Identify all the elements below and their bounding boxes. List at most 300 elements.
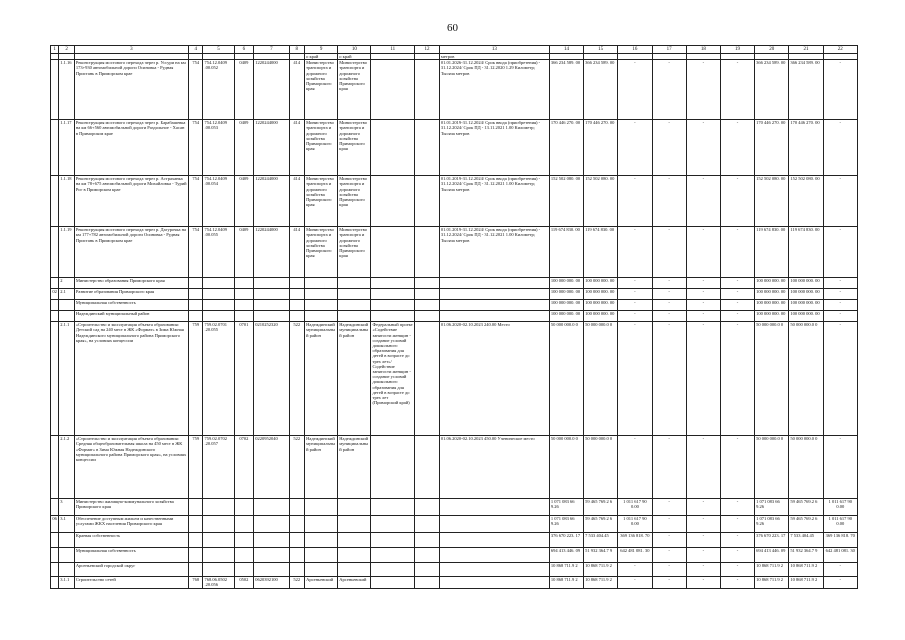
table-cell: 152 502 080. 00 [755,176,789,227]
table-cell: 01.01.2019-31.12.2024/ Срок ввода (приобретения) - 31.12.2024/ Срок ПД - 31.12.2021 1.00 Километр; Тысяча метров [439,176,549,227]
table-cell: 366 234 589. 00 [584,60,618,120]
table-cell: 50 000 000.0 0 [549,322,583,436]
table-cell: Министерство транспорта и дорожного хозяйства Приморского края [305,176,338,227]
table-cell [188,289,203,300]
table-cell [289,278,305,289]
table-cell [254,289,289,300]
table-cell: - [652,311,686,322]
table-cell: 1220244000 [254,60,289,120]
table-cell [51,176,59,227]
table-cell [305,289,338,300]
table-cell [254,278,289,289]
table-cell: 694 413 446. 09 [755,548,789,563]
table-cell: «Строительство и эксплуатация объекта образования: Средняя общеобразовательная школа на 450 мест в ЖК «Формат» в Зима Южная Надеждинского муниципального района Приморского края», на условиях концессии [74,436,188,499]
table-cell: 100 000 000. 00 [584,278,618,289]
table-cell: - [652,533,686,548]
table-cell: - [720,120,754,176]
table-cell: 119 674 830. 00 [789,227,823,278]
table-cell [59,548,75,563]
table-row [51,300,858,311]
table-row [51,548,858,563]
table-cell: 6 [234,46,254,54]
table-cell: - [686,60,720,120]
table-cell: Муниципальная собственность [74,548,188,563]
table-cell [415,577,440,589]
table-cell [51,533,59,548]
table-cell [51,300,59,311]
table-cell: - [618,322,652,436]
table-cell [59,563,75,577]
table-cell: - [720,60,754,120]
table-cell: 10 868 711.9 2 [549,577,583,589]
table-cell: Муниципальная собственность [74,300,188,311]
table-cell: - [686,516,720,533]
table-cell: - [686,120,720,176]
table-cell: 100 000 000. 00 [755,300,789,311]
table-cell [289,548,305,563]
table-cell [371,436,415,499]
table-cell: - [823,311,857,322]
table-cell: 100 000 000. 00 [549,300,583,311]
table-cell: - [720,436,754,499]
table-cell: 369 136 818. 70 [618,533,652,548]
table-cell [439,516,549,533]
table-cell: 754.12.0409 .00.055 [203,227,234,278]
table-cell: 522 [289,322,305,436]
table-cell: - [618,120,652,176]
table-cell: - [652,322,686,436]
table-cell [415,548,440,563]
table-cell: 19 [720,46,754,54]
table-cell [234,533,254,548]
table-cell: - [652,548,686,563]
table-cell: - [686,176,720,227]
table-cell [439,577,549,589]
table-cell: Реконструкция мостового перехода через р. Барабашевка на км 66+560 автомобильной дороги Раздольное - Хасан в Приморском крае [74,120,188,176]
table-cell [51,120,59,176]
table-cell [371,516,415,533]
table-cell: 50 000 000.0 0 [584,322,618,436]
table-cell: - [618,176,652,227]
table-cell: 414 [289,227,305,278]
table-cell: - [652,436,686,499]
table-cell: 1 011 617 90 0.00 [618,499,652,516]
table-cell [254,499,289,516]
table-cell: Арсеньевский [305,577,338,589]
table-cell: - [652,563,686,577]
table-cell [338,563,371,577]
table-row [51,176,858,227]
table-cell: 5 [203,46,234,54]
table-cell: о край [305,54,338,60]
table-cell: 170 446 270. 00 [789,120,823,176]
table-cell: 376 670 223. 17 [755,533,789,548]
table-cell: 7 533 404.45 [789,533,823,548]
table-cell: - [618,577,652,589]
table-cell [203,533,234,548]
table-cell: Министерство транспорта и дорожного хозяйства Приморского края [305,120,338,176]
table-cell: 100 000 000. 00 [549,289,583,300]
table-cell: 170 446 270. 00 [755,120,789,176]
table-cell: - [720,176,754,227]
table-cell [305,548,338,563]
table-cell: 119 674 830. 00 [755,227,789,278]
table-cell: 1 011 617 90 0.00 [823,516,857,533]
table-cell: 152 502 080. 00 [789,176,823,227]
table-cell: 366 234 589. 00 [549,60,583,120]
table-cell: Министерство транспорта и дорожного хозяйства Приморского края [338,120,371,176]
table-cell: 1.1.18 [59,176,75,227]
table-cell: - [720,300,754,311]
table-cell: - [823,278,857,289]
table-cell: 100 000 000. 00 [789,289,823,300]
table-cell: 754 [188,227,203,278]
table-cell: 759.02.0702 .20.057 [203,436,234,499]
table-cell: 170 446 270. 00 [584,120,618,176]
table-cell: 1.1.16 [59,60,75,120]
table-cell: 1220244000 [254,176,289,227]
table-cell: 50 000 000.0 0 [549,436,583,499]
table-cell [415,563,440,577]
table-cell: 170 446 270. 00 [549,120,583,176]
table-cell [338,289,371,300]
table-cell: Министерство образования Приморского края [74,278,188,289]
table-cell [305,516,338,533]
table-cell: 0701 [234,322,254,436]
table-cell: 376 670 223. 17 [549,533,583,548]
table-cell: 50 000 000.0 0 [789,322,823,436]
table-cell: 10 868 711.9 2 [584,563,618,577]
table-cell: Краевая собственность [74,533,188,548]
table-cell: - [618,60,652,120]
table-cell: - [720,563,754,577]
table-cell: - [720,289,754,300]
table-cell [415,499,440,516]
table-cell: - [686,436,720,499]
table-cell [188,563,203,577]
table-cell [203,563,234,577]
table-cell: 11 [371,46,415,54]
table-cell: - [686,322,720,436]
table-cell: 768 [188,577,203,589]
table-cell: 754 [188,176,203,227]
table-cell: Министерство транспорта и дорожного хозяйства Приморского края [338,176,371,227]
table-cell: 0702 [234,436,254,499]
table-cell: 100 000 000. 00 [584,300,618,311]
table-cell [254,311,289,322]
table-cell: - [823,300,857,311]
table-cell: 100 000 000. 00 [789,300,823,311]
table-cell: - [720,311,754,322]
table-cell: - [652,227,686,278]
budget-table [50,45,858,589]
table-cell [371,548,415,563]
table-cell: 01.06.2020-02.10.2023 240.00 Место [439,322,549,436]
table-cell: 59 465 769.2 6 [789,499,823,516]
table-cell: Надеждинский муниципальный район [338,436,371,499]
table-cell [415,227,440,278]
table-cell: 1 [51,46,59,54]
table-cell: - [823,60,857,120]
table-cell [51,278,59,289]
table-cell [371,120,415,176]
table-cell: 100 000 000. 00 [549,278,583,289]
table-row [51,311,858,322]
table-cell [188,533,203,548]
table-cell [188,516,203,533]
table-cell: - [686,533,720,548]
table-cell [439,278,549,289]
table-cell: Министерство транспорта и дорожного хозяйства Приморского края [338,60,371,120]
table-cell: 01.01.2019-31.12.2024/ Срок ввода (приобретения) - 31.12.2024/ Срок ПД - 13.11.2021 1.00 Километр; Тысяча метров [439,120,549,176]
table-cell: 10 868 711.9 2 [789,577,823,589]
table-cell: Министерство транспорта и дорожного хозяйства Приморского края [338,227,371,278]
table-cell: 2.1.1 [59,322,75,436]
table-cell [234,311,254,322]
table-cell [188,300,203,311]
table-cell [439,533,549,548]
table-cell [289,499,305,516]
table-cell: 50 000 000.0 0 [584,436,618,499]
table-cell [188,499,203,516]
table-cell: - [720,533,754,548]
table-cell: 759 [188,322,203,436]
table-cell: 20 [755,46,789,54]
table-cell: - [823,322,857,436]
table-cell: - [686,577,720,589]
table-cell [305,311,338,322]
table-cell: 100 000 000. 00 [755,289,789,300]
table-cell: 18 [686,46,720,54]
table-cell [371,311,415,322]
table-cell: 17 [652,46,686,54]
table-cell: - [652,516,686,533]
table-cell [305,533,338,548]
table-cell: 0409 [234,227,254,278]
table-cell: 15 [584,46,618,54]
table-cell: 100 000 000. 00 [549,311,583,322]
table-cell: 414 [289,120,305,176]
table-cell: - [686,227,720,278]
table-cell [371,176,415,227]
table-cell: 50 000 000.0 0 [755,436,789,499]
table-cell: 50 000 000.0 0 [755,322,789,436]
table-cell: - [823,289,857,300]
table-cell: Реконструкция мостового перехода через р. Уссури на км 173+930 автомобильной дороги Осиновка - Рудная Пристань в Приморском крае [74,60,188,120]
table-cell: 10 868 711.9 2 [755,577,789,589]
table-cell [234,289,254,300]
table-cell: 0409 [234,176,254,227]
table-row [51,120,858,176]
table-cell: 8 [289,46,305,54]
table-cell: 414 [289,176,305,227]
table-cell: - [686,311,720,322]
table-cell [371,499,415,516]
table-cell: 14 [549,46,583,54]
table-cell [51,548,59,563]
table-cell [371,563,415,577]
table-cell: 01.06.2020-02.10.2023 450.00 Ученическое место [439,436,549,499]
table-cell: 3 [59,499,75,516]
table-cell: 152 502 080. 00 [584,176,618,227]
table-cell [254,533,289,548]
table-cell [289,516,305,533]
table-cell [338,516,371,533]
table-cell: 10 [338,46,371,54]
table-cell: 754 [188,60,203,120]
table-cell [51,227,59,278]
table-cell: 754.12.0409 .00.052 [203,60,234,120]
table-cell: 13 [439,46,549,54]
table-cell [51,60,59,120]
table-cell: - [652,577,686,589]
table-cell [51,311,59,322]
table-cell: 59 465 769.2 6 [789,516,823,533]
table-cell: - [652,300,686,311]
table-cell: - [720,499,754,516]
table-cell: 414 [289,60,305,120]
table-cell [254,516,289,533]
table-cell: 1220244000 [254,227,289,278]
table-cell [415,300,440,311]
table-cell: - [618,563,652,577]
table-cell: - [823,577,857,589]
table-cell: 50 000 000.0 0 [789,436,823,499]
table-cell [289,563,305,577]
table-cell [203,499,234,516]
table-cell: 3.1 [59,516,75,533]
table-cell [415,322,440,436]
table-cell: 0220952040 [254,436,289,499]
table-cell: - [720,278,754,289]
table-cell: - [720,548,754,563]
table-cell [203,289,234,300]
table-cell: 366 234 589. 00 [755,60,789,120]
table-cell: - [686,289,720,300]
table-cell [254,548,289,563]
table-cell: 21 [789,46,823,54]
table-row [51,322,858,436]
table-cell: 10 868 711.9 2 [549,563,583,577]
table-cell: - [652,499,686,516]
table-cell [415,516,440,533]
table-cell: Министерство транспорта и дорожного хозяйства Приморского края [305,60,338,120]
table-cell: 0620392100 [254,577,289,589]
table-cell: 0409 [234,120,254,176]
table-cell: 369 136 818. 70 [823,533,857,548]
table-cell [439,563,549,577]
table-cell: 1 071 083 66 9.26 [549,516,583,533]
table-cell: 2.1.2 [59,436,75,499]
table-cell [234,563,254,577]
table-cell [439,499,549,516]
table-cell: 100 000 000. 00 [789,278,823,289]
table-cell [188,311,203,322]
table-cell: 522 [289,436,305,499]
table-cell: 59 465 769.2 6 [584,499,618,516]
table-cell: - [686,300,720,311]
table-cell [234,300,254,311]
table-cell [254,563,289,577]
table-row [51,499,858,516]
table-cell: Обеспечение доступным жильем и качественными услугами ЖКХ населения Приморского края [74,516,188,533]
table-cell [305,278,338,289]
table-cell [371,533,415,548]
table-cell [338,300,371,311]
table-cell: - [823,120,857,176]
table-cell [415,289,440,300]
table-cell [234,278,254,289]
table-cell [51,577,59,589]
table-row [51,533,858,548]
table-row [51,60,858,120]
table-cell: - [652,278,686,289]
table-cell [289,300,305,311]
table-cell [203,300,234,311]
table-cell: Надеждинский муниципальный район [74,311,188,322]
table-cell: 1220244000 [254,120,289,176]
table-cell: 16 [618,46,652,54]
table-cell: 59 465 769.2 6 [584,516,618,533]
table-cell [338,311,371,322]
table-row [51,227,858,278]
table-cell: Надеждинский муниципальный район [305,436,338,499]
table-cell [338,278,371,289]
table-cell [371,278,415,289]
table-cell [234,499,254,516]
table-cell [203,516,234,533]
table-cell: 1 071 083 66 9.26 [755,499,789,516]
table-cell: 754.12.0409 .00.053 [203,120,234,176]
table-cell [51,436,59,499]
table-cell [51,499,59,516]
table-cell [188,548,203,563]
table-cell: - [720,577,754,589]
table-cell: 694 413 446. 09 [549,548,583,563]
table-cell [439,311,549,322]
table-cell: 22 [823,46,857,54]
table-cell: Арсеньевский [338,577,371,589]
table-cell: 100 000 000. 00 [584,311,618,322]
table-cell: 119 674 830. 00 [549,227,583,278]
table-cell [254,300,289,311]
table-cell: 02 [51,289,59,300]
table-cell [371,60,415,120]
table-cell: 642 481 081. 30 [618,548,652,563]
table-cell: 2 [59,278,75,289]
table-cell: 759.02.0701 .20.055 [203,322,234,436]
table-cell: 51 932 364.7 9 [789,548,823,563]
table-cell: 9 [305,46,338,54]
table-cell: 06 [51,516,59,533]
table-cell: - [652,60,686,120]
table-cell [439,548,549,563]
table-cell: - [686,278,720,289]
table-cell [289,289,305,300]
table-cell [415,311,440,322]
table-cell: Министерство транспорта и дорожного хозяйства Приморского края [305,227,338,278]
table-row [51,577,858,589]
table-row [51,563,858,577]
table-cell [289,311,305,322]
table-cell: Развитие образования Приморского края [74,289,188,300]
table-cell [188,278,203,289]
table-cell [203,278,234,289]
table-cell: 0210252320 [254,322,289,436]
table-cell: 100 000 000. 00 [789,311,823,322]
table-cell: 100 000 000. 00 [755,311,789,322]
table-cell: Федеральный проект «Содействие занятости женщин - создание условий дошкольного образования для детей в возрасте до трех лет»/Содействие занятости женщин - создание условий дошкольного образования для детей в возрасте до трех лет (Приморский край) [371,322,415,436]
